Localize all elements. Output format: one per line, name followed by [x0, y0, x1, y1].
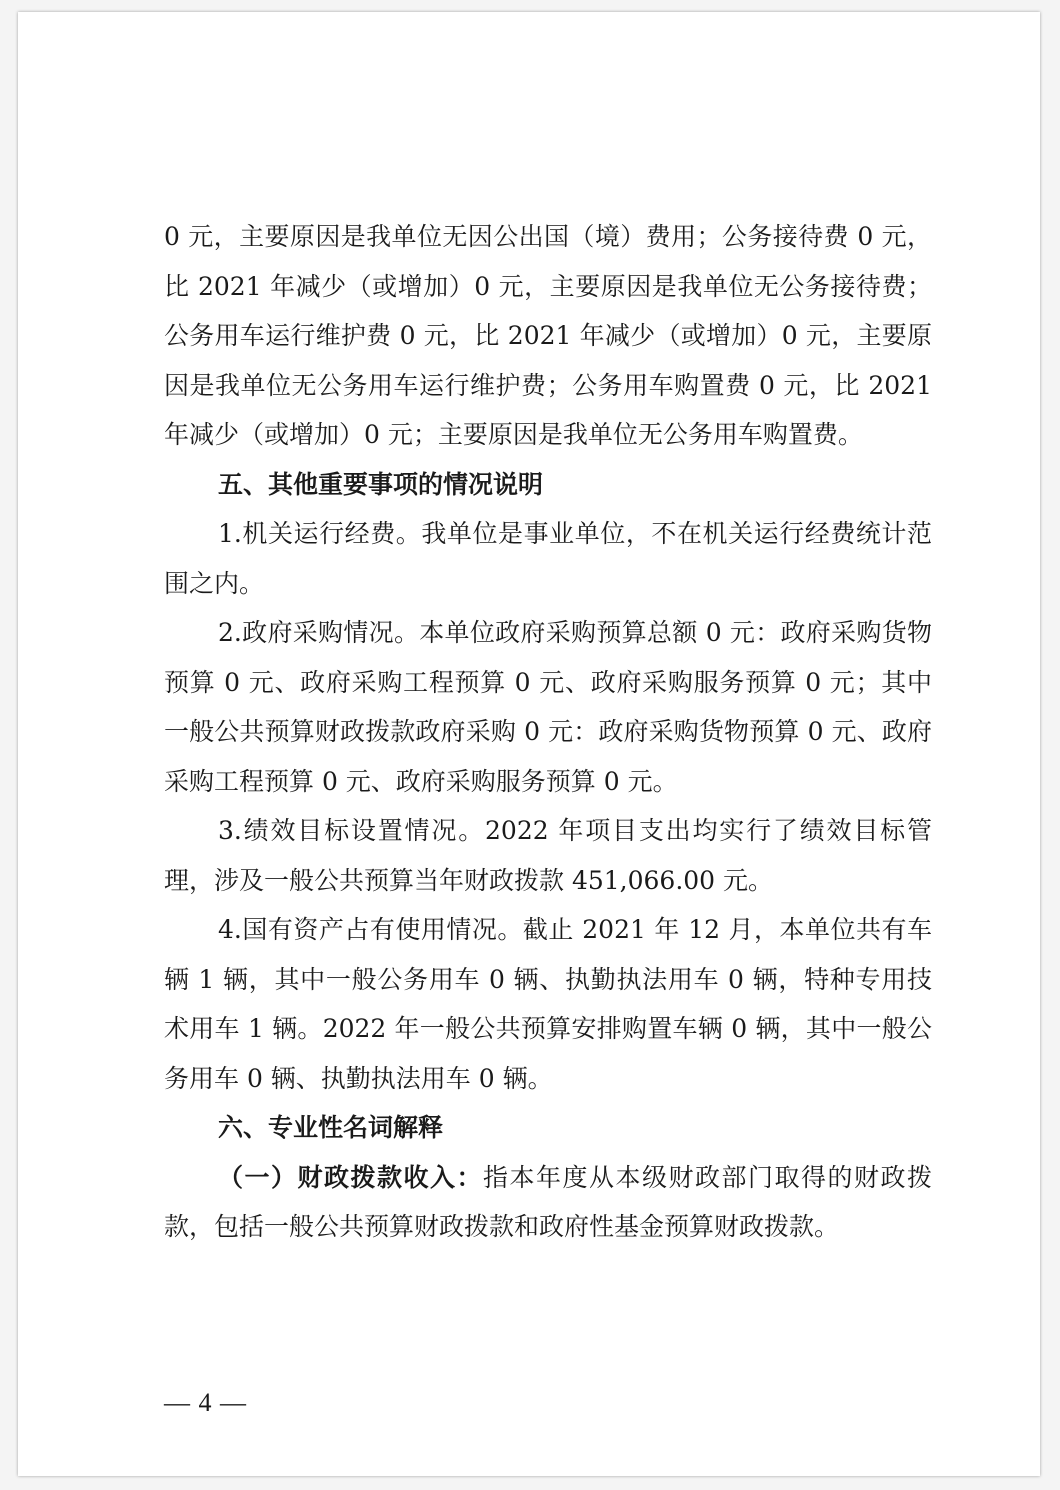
paragraph-operating-funds: 1.机关运行经费。我单位是事业单位，不在机关运行经费统计范围之内。 — [164, 519, 932, 598]
section-heading-other-matters: 五、其他重要事项的情况说明 — [218, 469, 544, 499]
paragraph-fiscal-appropriation-definition — [164, 1153, 932, 1252]
term-fiscal-appropriation: （一）财政拨款收入： — [218, 1162, 483, 1192]
paragraph-expense-continuation: 0 元，主要原因是我单位无因公出国（境）费用；公务接待费 0 元，比 2021 年减少（或增加）0 元，主要原因是我单位无公务接待费；公务用车运行维护费 0 元，比 2021 年减少（或增加）0 元，主要原因是我单位无公务用车运行维护费；公务用车购置费 0 元，比 2021 年减少（或增加）0 元；主要原因是我单位无公务用车购置费。 — [164, 222, 932, 449]
paragraph-state-assets: 4.国有资产占有使用情况。截止 2021 年 12 月，本单位共有车辆 1 辆，其中一般公务用车 0 辆、执勤执法用车 0 辆，特种专用技术用车 1 辆。2022 年一般公共预算安排购置车辆 0 辆，其中一般公务用车 0 辆、执勤执法用车 0 辆。 — [164, 915, 932, 1093]
document-body — [164, 212, 932, 1252]
page-number: — 4 — — [164, 1388, 247, 1417]
document-page — [18, 12, 1040, 1476]
term-definition: 指本年度从本级财政部门取得的财政拨款，包括一般公共预算财政拨款和政府性基金预算财政拨款。 — [164, 1162, 932, 1241]
paragraph-government-procurement: 2.政府采购情况。本单位政府采购预算总额 0 元：政府采购货物预算 0 元、政府采购工程预算 0 元、政府采购服务预算 0 元；其中一般公共预算财政拨款政府采购 0 元：政府采购货物预算 0 元、政府采购工程预算 0 元、政府采购服务预算 0 元。 — [164, 618, 932, 796]
section-heading-terminology: 六、专业性名词解释 — [218, 1113, 444, 1142]
paragraph-performance-targets: 3.绩效目标设置情况。2022 年项目支出均实行了绩效目标管理，涉及一般公共预算当年财政拨款 451,066.00 元。 — [164, 816, 932, 895]
